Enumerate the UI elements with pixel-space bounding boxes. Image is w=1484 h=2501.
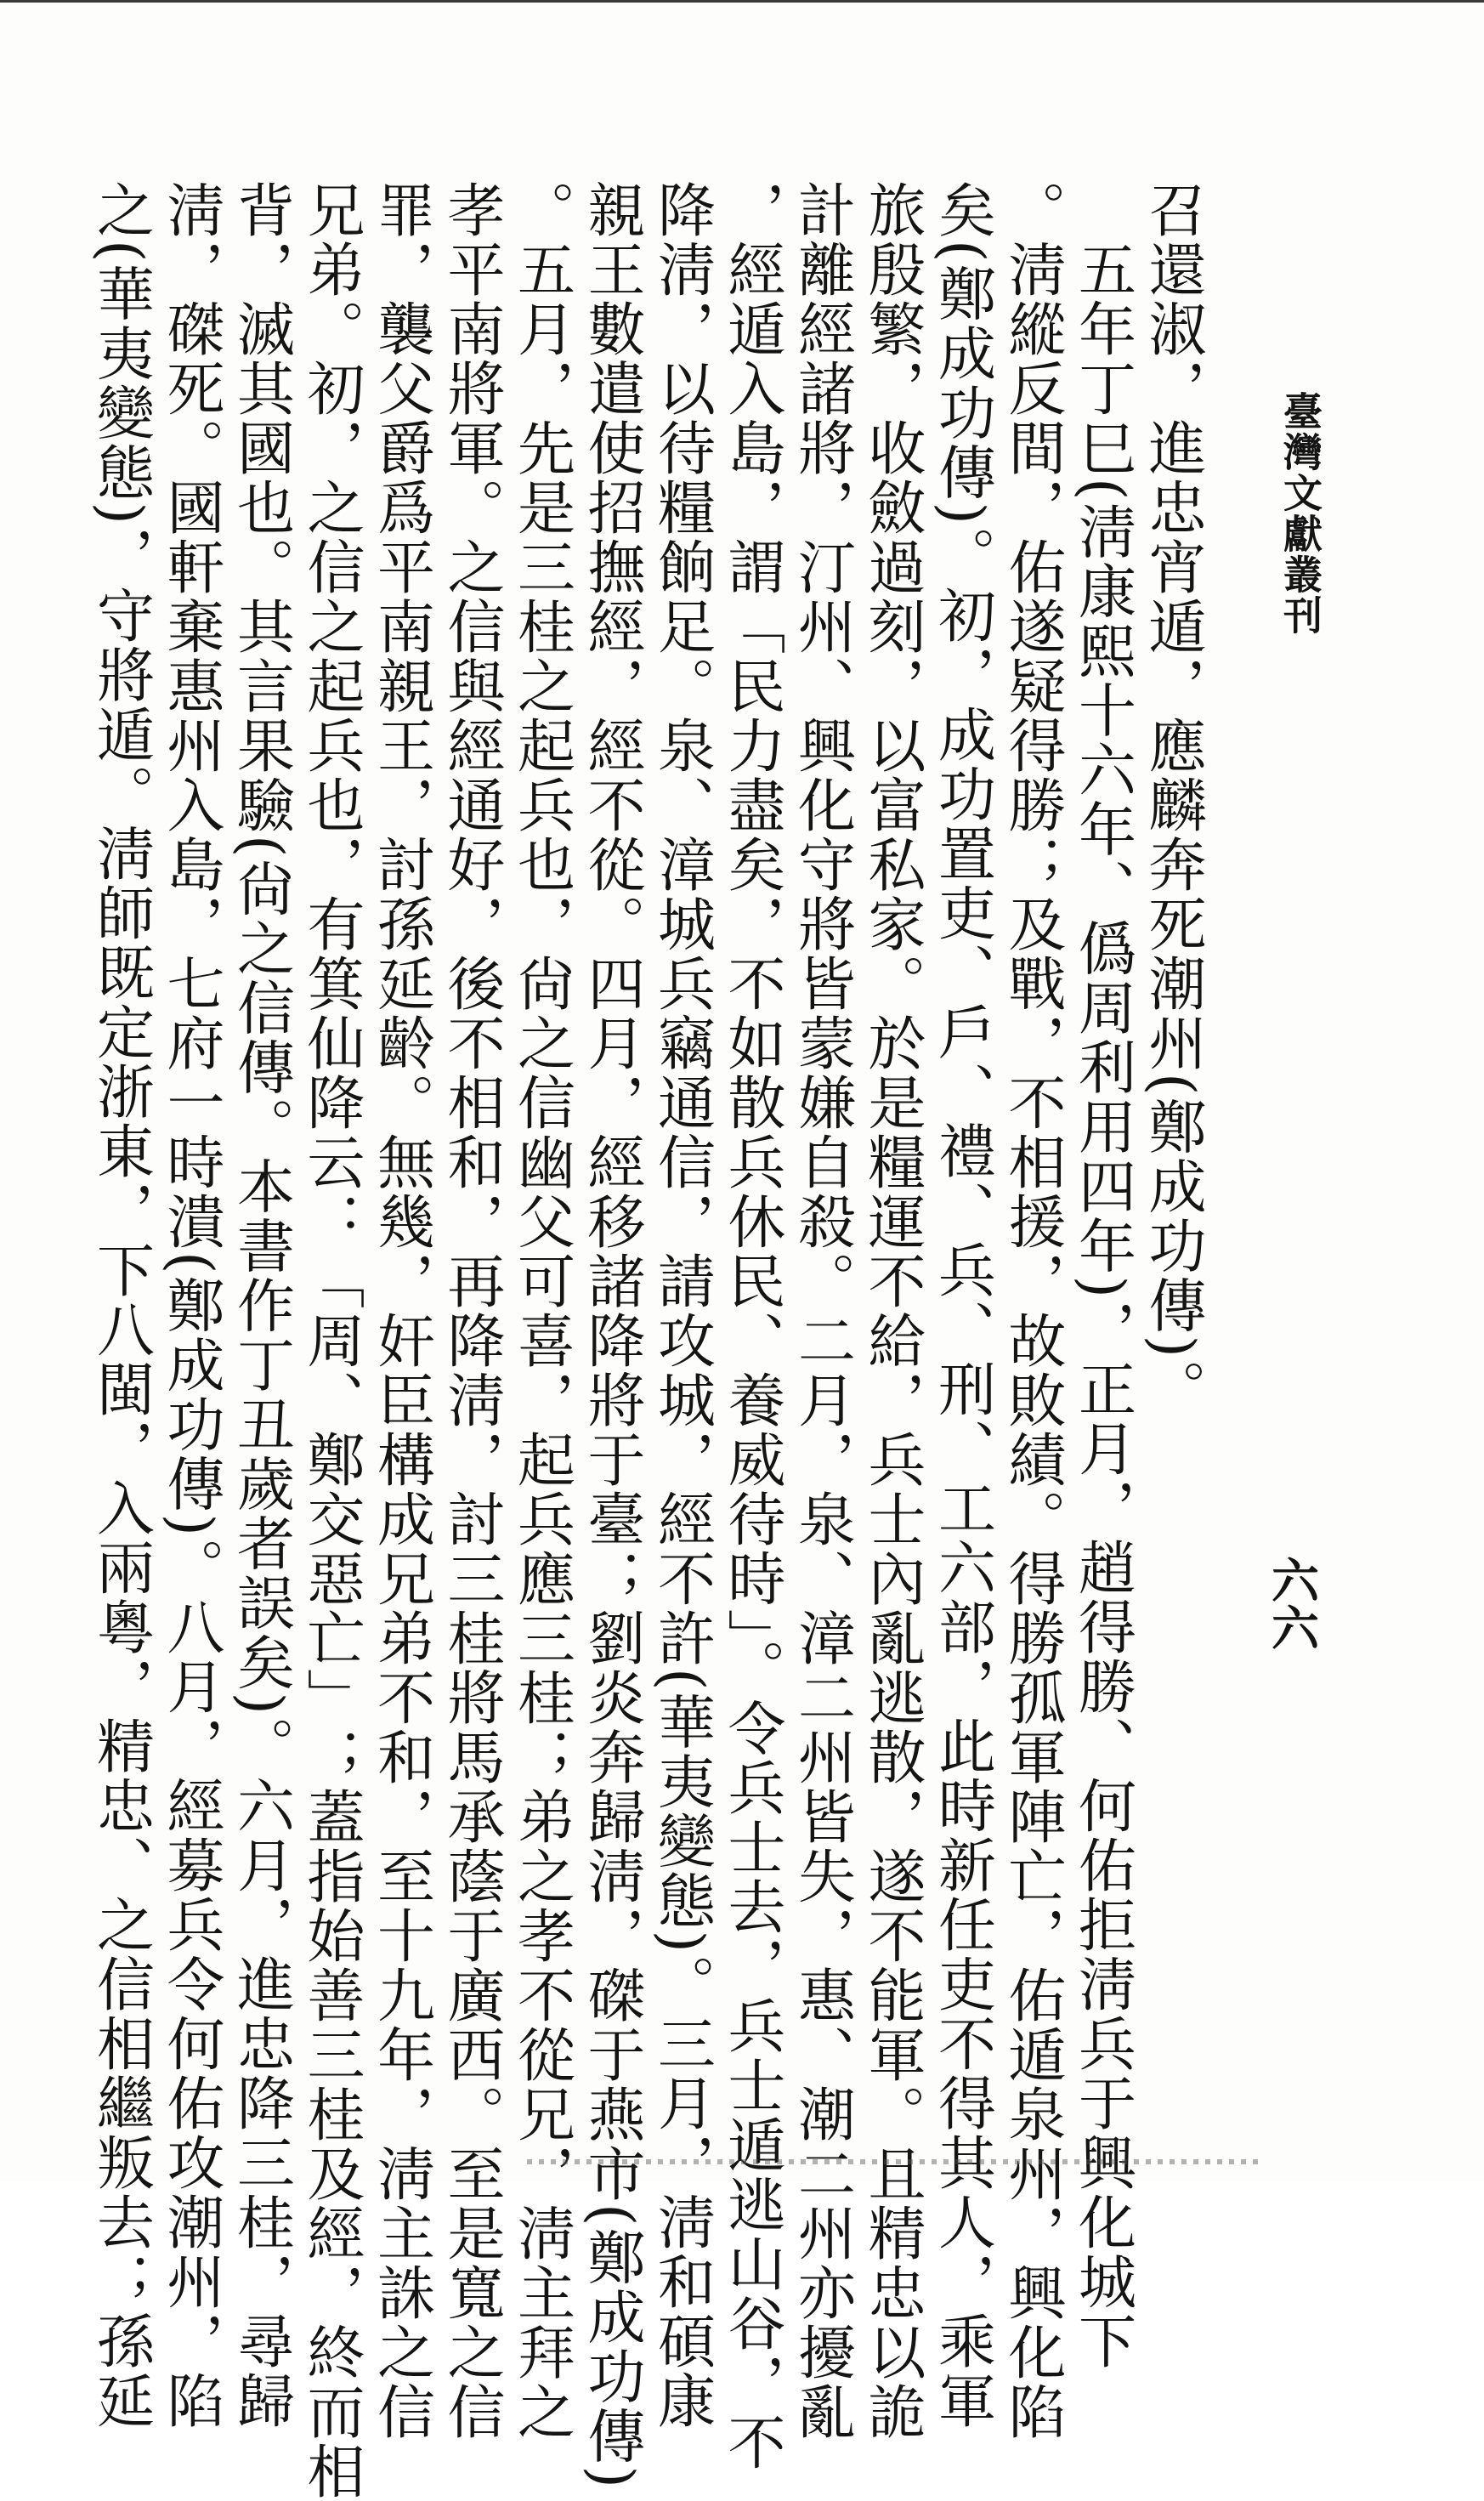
text-column: 淸，磔死。國軒棄惠州入島，七府一時潰(鄭成功傳)。八月，經募兵令何佑攻潮州，陷 [157, 180, 224, 2431]
text-column: 旅殷繁，收斂過刻，以富私家。於是糧運不給，兵士內亂逃散，遂不能軍。且精忠以詭 [858, 180, 926, 2441]
text-column: 五年丁巳(淸康熙十六年、僞周利用四年)，正月，趙得勝、何佑拒淸兵于興化城下 [1068, 180, 1136, 2372]
page-number: 六六 [1264, 1556, 1320, 1651]
scan-edge-marks [527, 2159, 1258, 2164]
text-column: 。五月，先是三桂之起兵也，尙之信幽父可喜，起兵應三桂；弟之孝不從兄，淸主拜之 [507, 180, 575, 2441]
text-column: 兄弟。初，之信之起兵也，有箕仙降云：「周、鄭交惡亡」；蓋指始善三桂及經，終而相 [297, 180, 365, 2501]
text-column: 矣(鄭成功傳)。初，成功置吏、戶、禮、兵、刑、工六部，此時新任吏不得其人，乘軍 [928, 180, 996, 2431]
text-column: 背，滅其國也。其言果驗(尙之信傳。本書作丁丑歲者誤矣)。六月，進忠降三桂，尋歸 [227, 180, 295, 2431]
text-column: 罪，襲父爵爲平南親王，討孫延齡。無幾，奸臣構成兄弟不和，至十九年，淸主誅之信 [367, 180, 435, 2441]
text-column: 之(華夷變態)，守將遁。淸師既定浙東，下八閩，入兩粵，精忠、之信相繼叛去；孫延 [87, 180, 155, 2431]
series-title: 臺灣文獻叢刊 [1277, 391, 1323, 636]
text-column: 親王數遣使招撫經，經不從。四月，經移諸降將于臺；劉炎奔歸淸，磔于燕市(鄭成功傳) [578, 180, 645, 2491]
text-column: 召還淑，進忠宵遁，應麟奔死潮州(鄭成功傳)。 [1139, 180, 1206, 1420]
text-column: 計離經諸將，汀州、興化守將皆蒙嫌自殺。二月，泉、漳二州皆失，惠、潮二州亦擾亂 [788, 180, 856, 2441]
text-column: 降淸，以待糧餉足。泉、漳城兵竊通信，請攻城，經不許(華夷變態)。三月，淸和碩康 [648, 180, 716, 2431]
top-border-rule [0, 0, 1484, 3]
text-column: ，經遁入島，謂「民力盡矣，不如散兵休民、養威待時」。令兵士去，兵士遁逃山谷，不 [718, 180, 785, 2472]
text-column: 孝平南將軍。之信與經通好，後不相和，再降淸，討三桂將馬承蔭于廣西。至是寬之信 [438, 180, 505, 2441]
body-text [87, 180, 1207, 2501]
text-column: 。淸縱反間，佑遂疑得勝；及戰，不相援，故敗績。得勝孤軍陣亡，佑遁泉州，興化陷 [999, 180, 1066, 2441]
